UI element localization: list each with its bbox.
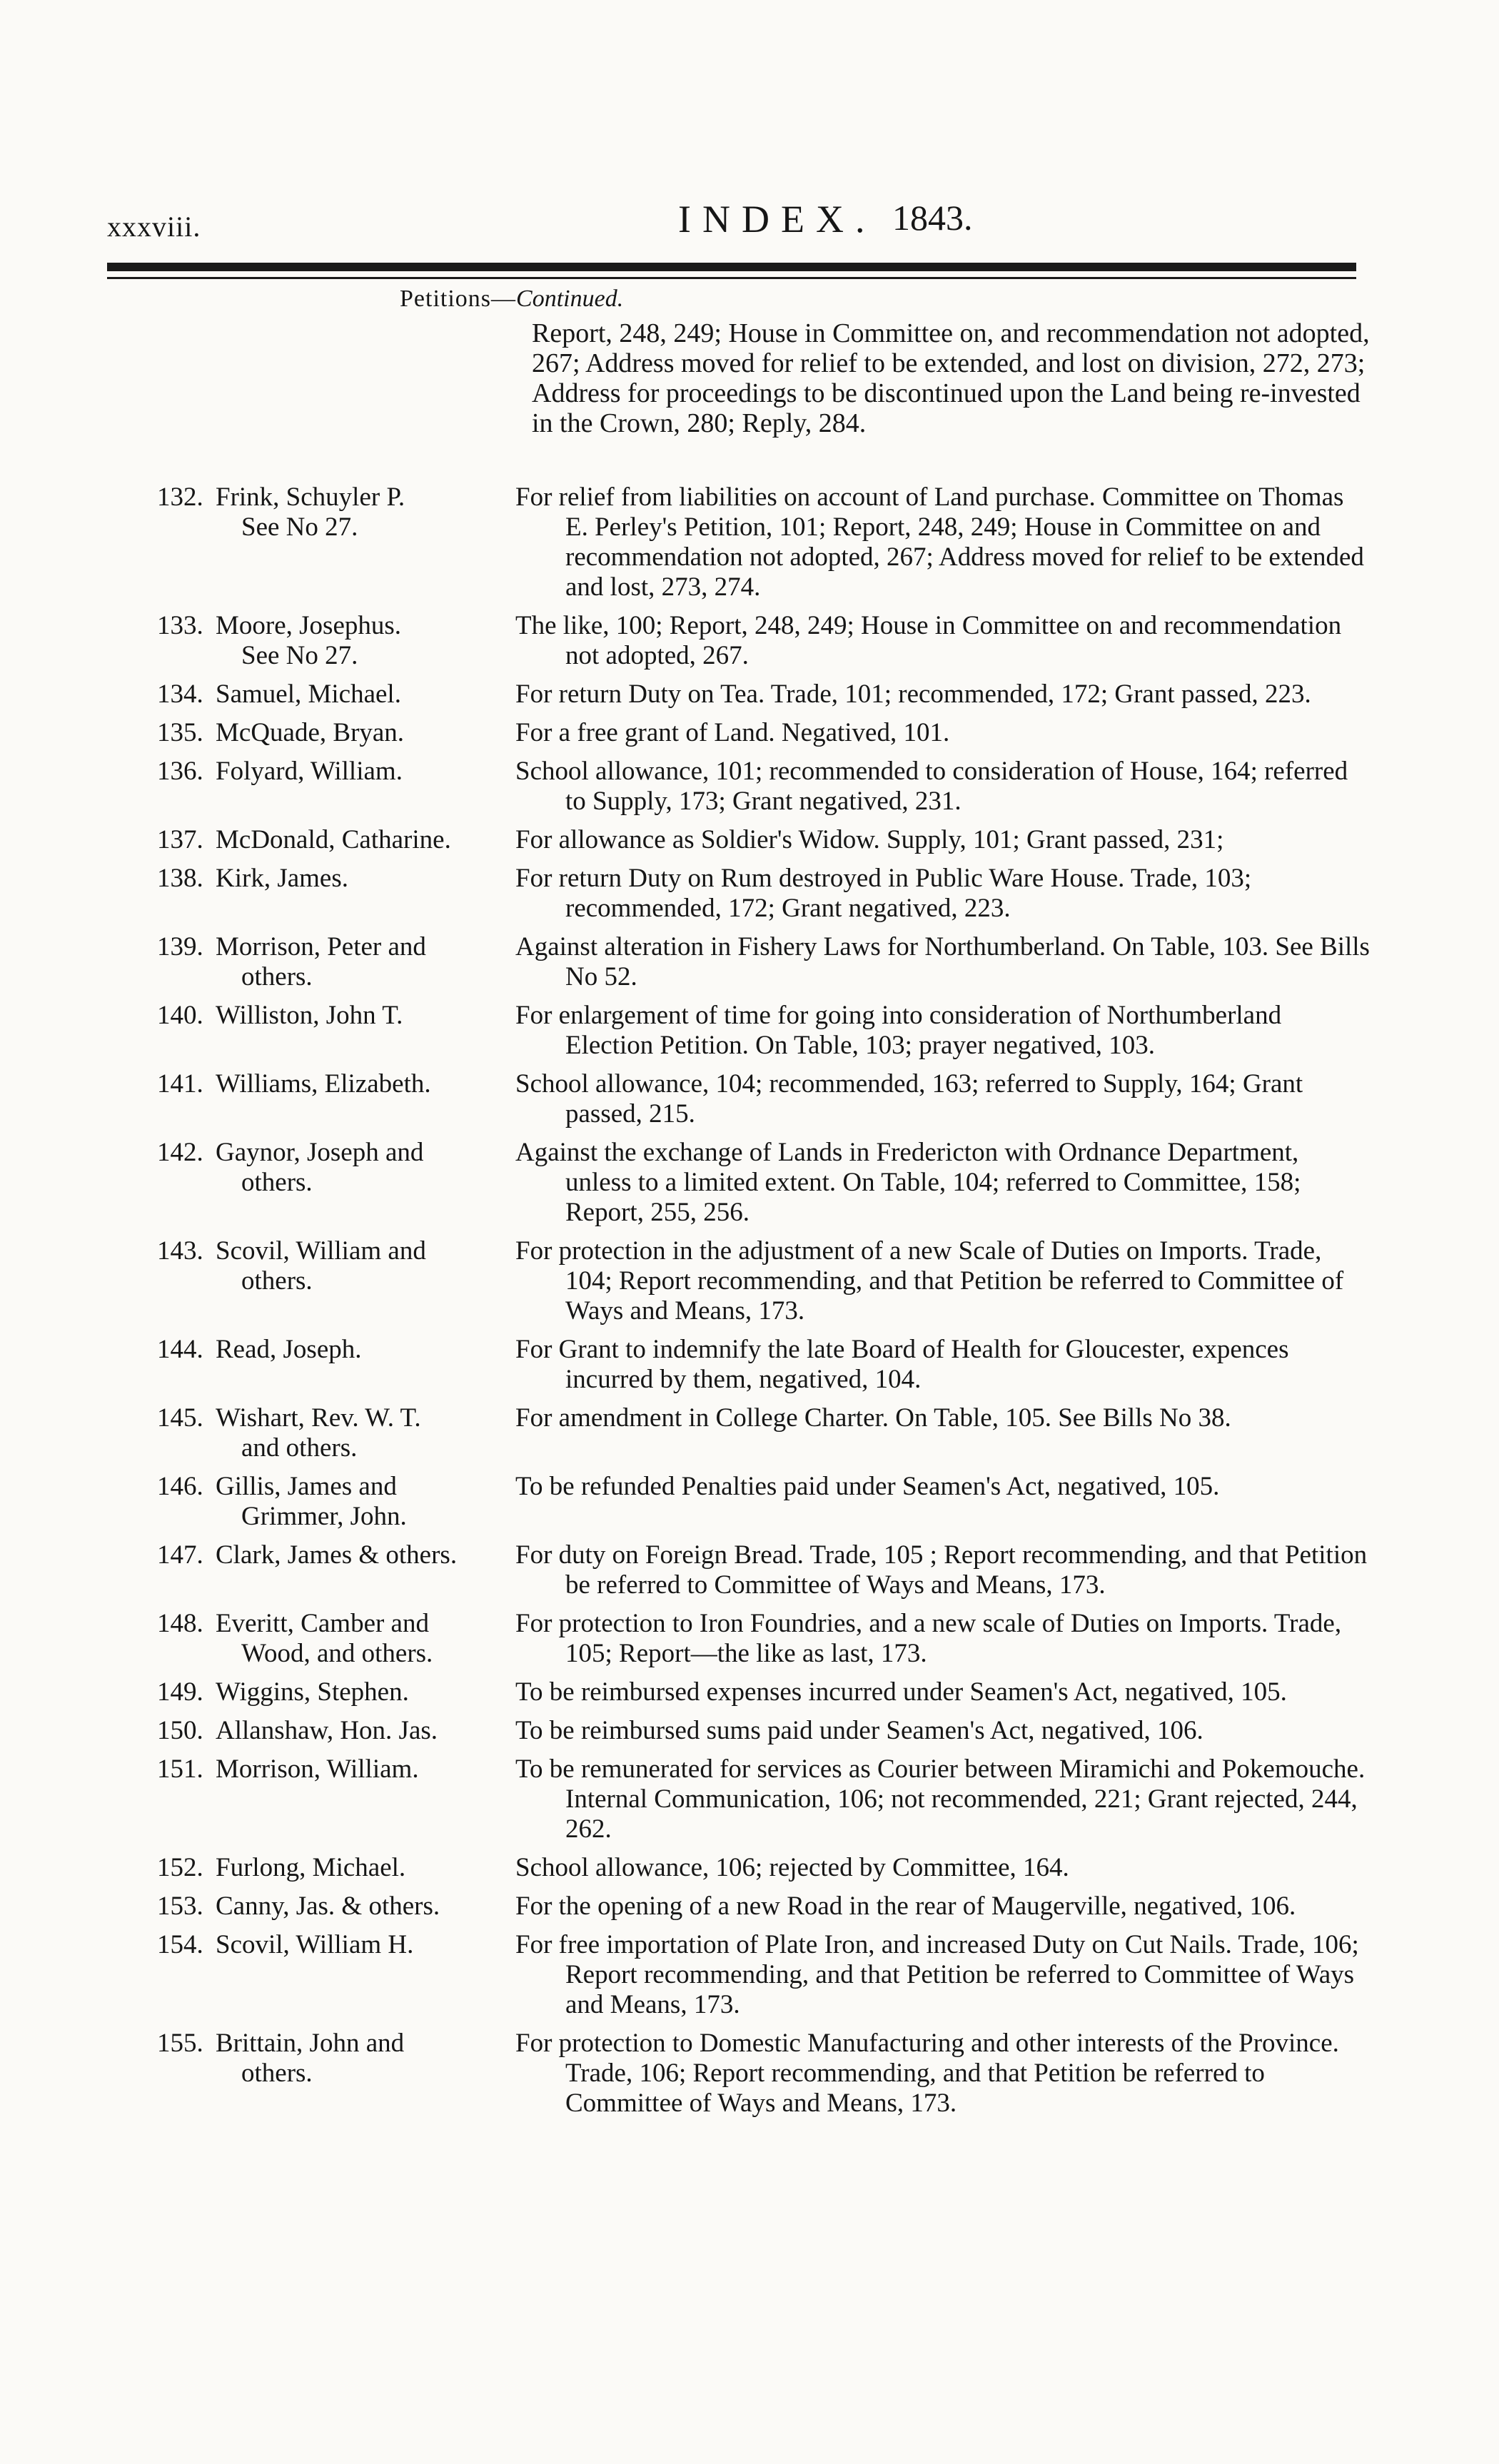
- entry-number: 138.: [157, 864, 203, 893]
- entry-number: 148.: [157, 1609, 203, 1638]
- entry-description: To be refunded Penalties paid under Seamen's Act, negatived, 105.: [515, 1472, 1220, 1501]
- entry-petitioner: [216, 1001, 515, 1031]
- petitioner-name-line: Moore, Josephus.: [216, 611, 402, 640]
- entry-petitioner: [216, 1472, 515, 1532]
- index-entry: [157, 1677, 1371, 1707]
- petitioner-name-line: Samuel, Michael.: [216, 680, 401, 709]
- petitioner-name-line: Canny, Jas. & others.: [216, 1892, 440, 1921]
- petitioner-name-line: Read, Joseph.: [216, 1335, 362, 1364]
- petitioner-name-line: Furlong, Michael.: [216, 1853, 406, 1882]
- index-entry: [157, 718, 1371, 748]
- entry-petitioner: [216, 1677, 515, 1707]
- index-entry: [157, 483, 1371, 602]
- index-entry: [157, 1754, 1371, 1844]
- index-entry: [157, 1930, 1371, 2020]
- entry-number: 139.: [157, 932, 203, 961]
- petitioner-name-line: others.: [241, 1266, 313, 1296]
- entry-petitioner: [216, 1540, 515, 1570]
- petitioner-name-line: Brittain, John and: [216, 2029, 405, 2058]
- index-entry: [157, 1609, 1371, 1669]
- index-entry: [157, 932, 1371, 992]
- entry-number: 134.: [157, 680, 203, 709]
- entry-description: For allowance as Soldier's Widow. Supply, 101; Grant passed, 231;: [515, 825, 1224, 854]
- petitioner-name-line: Grimmer, John.: [241, 1502, 407, 1531]
- petitioner-name-line: Williston, John T.: [216, 1001, 403, 1030]
- page-number: xxxviii.: [107, 211, 201, 243]
- petitioner-name-line: and others.: [241, 1433, 358, 1463]
- entry-petitioner: [216, 757, 515, 787]
- petitioner-name-line: Morrison, William.: [216, 1754, 419, 1784]
- index-entry: [157, 1236, 1371, 1326]
- section-continued: Continued.: [516, 286, 624, 312]
- petitioner-name-line: Morrison, Peter and: [216, 932, 426, 961]
- entry-description: For a free grant of Land. Negatived, 101.: [515, 718, 950, 747]
- entry-description: The like, 100; Report, 248, 249; House in Committee on and recommendation not adopted, 267.: [515, 611, 1342, 670]
- index-entry: [157, 1892, 1371, 1922]
- entry-description: To be remunerated for services as Courier between Miramichi and Pokemouche. Internal Communication, 106; not recommended, 221; Grant rejected, 244, 262.: [515, 1754, 1366, 1844]
- entry-description: For relief from liabilities on account of Land purchase. Committee on Thomas E. Perley's Petition, 101; Report, 248, 249; House in Committee on and recommendation not adopted, 267; Address moved for relief to be extended and lost, 273, 274.: [515, 483, 1364, 602]
- section-title: Petitions—: [400, 286, 517, 312]
- entry-petitioner: [216, 1069, 515, 1099]
- entry-petitioner: [216, 483, 515, 542]
- index-entry: [157, 611, 1371, 671]
- index-entry: [157, 1138, 1371, 1228]
- entry-number: 154.: [157, 1930, 203, 1959]
- petitioner-name-line: McQuade, Bryan.: [216, 718, 405, 747]
- entry-description: For protection to Iron Foundries, and a new scale of Duties on Imports. Trade, 105; Report—the like as last, 173.: [515, 1609, 1342, 1668]
- index-entry: [157, 1001, 1371, 1061]
- entry-description: Against alteration in Fishery Laws for Northumberland. On Table, 103. See Bills No 52.: [515, 932, 1370, 991]
- entry-petitioner: [216, 932, 515, 992]
- index-entry: [157, 1403, 1371, 1463]
- index-entry: [157, 757, 1371, 817]
- petitioner-name-line: Gillis, James and: [216, 1472, 397, 1501]
- entry-description: To be reimbursed expenses incurred under Seamen's Act, negatived, 105.: [515, 1677, 1287, 1707]
- petitioner-name-line: others.: [241, 1168, 313, 1197]
- header-rule-thick: [107, 263, 1356, 271]
- entry-number: 153.: [157, 1892, 203, 1921]
- section-heading: [400, 286, 623, 313]
- entry-number: 150.: [157, 1716, 203, 1745]
- petitioner-name-line: Wishart, Rev. W. T.: [216, 1403, 421, 1433]
- index-entry: [157, 864, 1371, 924]
- entry-number: 136.: [157, 757, 203, 786]
- entry-petitioner: [216, 1236, 515, 1296]
- entry-petitioner: [216, 825, 515, 855]
- entry-number: 144.: [157, 1335, 203, 1364]
- petitioner-name-line: Frink, Schuyler P.: [216, 483, 405, 512]
- entry-description: For enlargement of time for going into consideration of Northumberland Election Petition. On Table, 103; prayer negatived, 103.: [515, 1001, 1282, 1060]
- index-entry: [157, 1716, 1371, 1746]
- petitioner-name-line: Folyard, William.: [216, 757, 403, 786]
- petitioner-name-line: See No 27.: [241, 513, 358, 542]
- entry-description: For amendment in College Charter. On Table, 105. See Bills No 38.: [515, 1403, 1231, 1433]
- petitioner-name-line: Scovil, William and: [216, 1236, 426, 1266]
- entry-description: School allowance, 104; recommended, 163; referred to Supply, 164; Grant passed, 215.: [515, 1069, 1303, 1129]
- petitioner-name-line: Williams, Elizabeth.: [216, 1069, 431, 1099]
- entry-number: 146.: [157, 1472, 203, 1501]
- index-entries: [157, 483, 1371, 2127]
- index-entry: [157, 1335, 1371, 1395]
- entry-petitioner: [216, 1754, 515, 1784]
- entry-petitioner: [216, 2029, 515, 2089]
- entry-description: For protection in the adjustment of a new Scale of Duties on Imports. Trade, 104; Report recommending, and that Petition be referred to Committee of Ways and Means, 173.: [515, 1236, 1344, 1326]
- entry-petitioner: [216, 1930, 515, 1960]
- entry-number: 143.: [157, 1236, 203, 1266]
- index-entry: [157, 680, 1371, 710]
- entry-number: 149.: [157, 1677, 203, 1707]
- petitioner-name-line: Wiggins, Stephen.: [216, 1677, 409, 1707]
- index-entry: [157, 1540, 1371, 1600]
- entry-number: 141.: [157, 1069, 203, 1099]
- index-entry: [157, 1853, 1371, 1883]
- petitioner-name-line: McDonald, Catharine.: [216, 825, 451, 854]
- entry-description: For the opening of a new Road in the rear of Maugerville, negatived, 106.: [515, 1892, 1296, 1921]
- petitioner-name-line: Clark, James & others.: [216, 1540, 458, 1570]
- entry-petitioner: [216, 611, 515, 671]
- entry-petitioner: [216, 1853, 515, 1883]
- index-entry: [157, 2029, 1371, 2119]
- petitioner-name-line: Wood, and others.: [241, 1639, 433, 1668]
- entry-petitioner: [216, 1403, 515, 1463]
- entry-petitioner: [216, 1716, 515, 1746]
- header-year: 1843.: [892, 198, 973, 238]
- page-header: [107, 184, 1356, 241]
- petitioner-name-line: Everitt, Camber and: [216, 1609, 429, 1638]
- index-entry: [157, 1069, 1371, 1129]
- entry-description: Against the exchange of Lands in Fredericton with Ordnance Department, unless to a limited extent. On Table, 104; referred to Committee, 158; Report, 255, 256.: [515, 1138, 1301, 1227]
- entry-description: School allowance, 101; recommended to consideration of House, 164; referred to Supply, 173; Grant negatived, 231.: [515, 757, 1348, 816]
- entry-description: For Grant to indemnify the late Board of Health for Gloucester, expences incurred by them, negatived, 104.: [515, 1335, 1289, 1394]
- entry-number: 135.: [157, 718, 203, 747]
- entry-description: For duty on Foreign Bread. Trade, 105 ; Report recommending, and that Petition be referred to Committee of Ways and Means, 173.: [515, 1540, 1368, 1600]
- entry-number: 147.: [157, 1540, 203, 1570]
- entry-petitioner: [216, 680, 515, 710]
- entry-number: 151.: [157, 1754, 203, 1784]
- entry-number: 152.: [157, 1853, 203, 1882]
- petitioner-name-line: others.: [241, 2059, 313, 2088]
- petitioner-name-line: Allanshaw, Hon. Jas.: [216, 1716, 438, 1745]
- petitioner-name-line: Kirk, James.: [216, 864, 348, 893]
- petitioner-name-line: Gaynor, Joseph and: [216, 1138, 424, 1167]
- entry-description: School allowance, 106; rejected by Committee, 164.: [515, 1853, 1069, 1882]
- entry-petitioner: [216, 1138, 515, 1198]
- continuation-text: Report, 248, 249; House in Committee on, and recommendation not adopted, 267; Address moved for relief to be extended, and lost on division, 272, 273; Address for proceedings to be discontinued upon the Land being re-invested in the Crown, 280; Reply, 284.: [532, 318, 1370, 438]
- entry-petitioner: [216, 1609, 515, 1669]
- entry-petitioner: [216, 718, 515, 748]
- entry-number: 132.: [157, 483, 203, 512]
- entry-description: To be reimbursed sums paid under Seamen's Act, negatived, 106.: [515, 1716, 1203, 1745]
- entry-petitioner: [216, 1335, 515, 1365]
- header-rule-thin: [107, 277, 1356, 279]
- petitioner-name-line: See No 27.: [241, 641, 358, 670]
- entry-number: 137.: [157, 825, 203, 854]
- entry-number: 140.: [157, 1001, 203, 1030]
- entry-description: For return Duty on Rum destroyed in Public Ware House. Trade, 103; recommended, 172; Grant negatived, 223.: [515, 864, 1252, 923]
- entry-description: For protection to Domestic Manufacturing and other interests of the Province. Trade, 106; Report recommending, and that Petition be referred to Committee of Ways and Means, 173.: [515, 2029, 1339, 2118]
- entry-petitioner: [216, 864, 515, 894]
- index-entry: [157, 825, 1371, 855]
- index-title: INDEX.: [678, 198, 877, 241]
- entry-description: For free importation of Plate Iron, and increased Duty on Cut Nails. Trade, 106; Report recommending, and that Petition be referred to Committee of Ways and Means, 173.: [515, 1930, 1359, 2019]
- entry-petitioner: [216, 1892, 515, 1922]
- entry-number: 133.: [157, 611, 203, 640]
- entry-number: 142.: [157, 1138, 203, 1167]
- entry-description: For return Duty on Tea. Trade, 101; recommended, 172; Grant passed, 223.: [515, 680, 1311, 709]
- entry-number: 145.: [157, 1403, 203, 1433]
- petitioner-name-line: Scovil, William H.: [216, 1930, 414, 1959]
- index-entry: [157, 1472, 1371, 1532]
- entry-number: 155.: [157, 2029, 203, 2058]
- petitioner-name-line: others.: [241, 962, 313, 991]
